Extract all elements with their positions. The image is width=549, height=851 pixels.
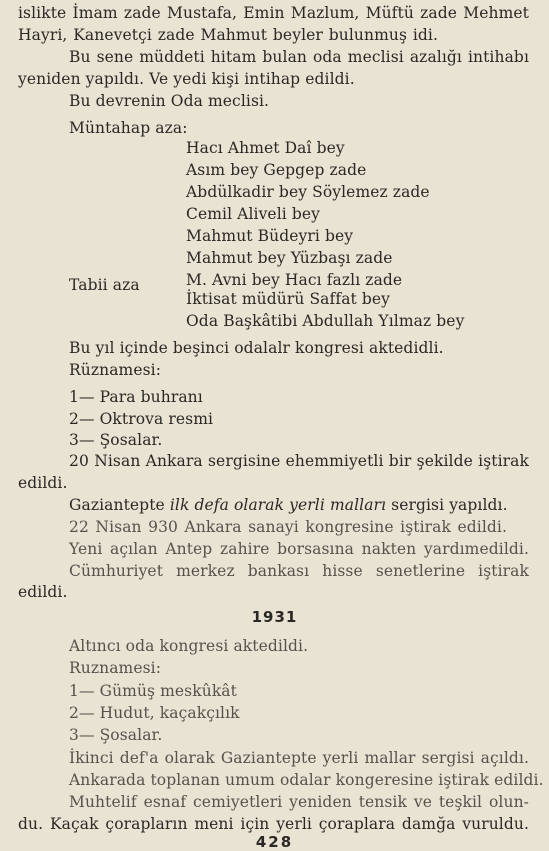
italic-span: ilk defa olarak yerli malları <box>169 496 387 514</box>
agenda-item: 3— Şosalar. <box>69 726 163 744</box>
tabii-aza-label: Tabii aza <box>69 276 140 294</box>
agenda-item: 1— Gümüş meskûkât <box>69 682 237 700</box>
text-line: Hayri, Kanevetçi zade Mahmut beyler bulunmuş idi. <box>18 26 438 44</box>
year-heading: 1931 <box>251 608 298 626</box>
text-span: Gaziantepte <box>69 496 165 514</box>
text-line: 22 Nisan 930 Ankara sanayi kongresine iştirak edildi. <box>69 518 507 536</box>
text-line: edildi. <box>18 474 68 492</box>
text-line: 20 Nisan Ankara sergisine ehemmiyetli bir şekilde iştirak <box>69 452 529 470</box>
text-line: edildi. <box>18 583 68 601</box>
text-line: Altıncı oda kongresi aktedildi. <box>69 637 309 655</box>
text-line: Rüznamesi: <box>69 361 162 379</box>
text-span: sergisi yapıldı. <box>391 496 508 514</box>
text-line: du. Kaçak çorapların meni için yerli çoraplara damğa vuruldu. <box>18 815 529 833</box>
member-line: M. Avni bey Hacı fazlı zade <box>186 271 403 289</box>
text-line: Bu yıl içinde beşinci odalalr kongresi aktedidli. <box>69 339 444 357</box>
text-line: Cümhuriyet merkez bankası hisse senetlerine iştirak <box>69 562 529 580</box>
agenda-item: 1— Para buhranı <box>69 388 203 406</box>
member-line: Hacı Ahmet Daî bey <box>186 139 345 157</box>
agenda-item: 3— Şosalar. <box>69 431 163 449</box>
text-line <box>69 496 508 514</box>
text-line: Yeni açılan Antep zahire borsasına nakten yardımedildi. <box>69 540 529 558</box>
member-line: Mahmut Büdeyri bey <box>186 227 354 245</box>
member-line: Cemil Aliveli bey <box>186 205 321 223</box>
member-line: Mahmut bey Yüzbaşı zade <box>186 249 393 267</box>
text-line: Bu sene müddeti hitam bulan oda meclisi azalığı intihabı <box>69 48 529 66</box>
member-line: İktisat müdürü Saffat bey <box>186 290 391 308</box>
member-line: Abdülkadir bey Söylemez zade <box>186 183 430 201</box>
member-line: Asım bey Gepgep zade <box>186 161 367 179</box>
text-line: yeniden yapıldı. Ve yedi kişi intihap edildi. <box>18 70 355 88</box>
agenda-item: 2— Oktrova resmi <box>69 410 214 428</box>
text-line: Ruznamesi: <box>69 659 162 677</box>
page-number: 428 <box>255 833 294 851</box>
text-line: Ankarada toplanan umum odalar kongeresine iştirak edildi. <box>69 771 544 789</box>
text-line: Bu devrenin Oda meclisi. <box>69 92 270 110</box>
text-line: islikte İmam zade Mustafa, Emin Mazlum, Müftü zade Mehmet <box>18 4 529 22</box>
section-label: Müntahap aza: <box>69 119 188 137</box>
member-line: Oda Başkâtibi Abdullah Yılmaz bey <box>186 312 465 330</box>
text-line: Muhtelif esnaf cemiyetleri yeniden tensik ve teşkil olun- <box>69 793 529 811</box>
text-line: İkinci def'a olarak Gaziantepte yerli mallar sergisi açıldı. <box>69 749 529 767</box>
agenda-item: 2— Hudut, kaçakçılık <box>69 704 240 722</box>
